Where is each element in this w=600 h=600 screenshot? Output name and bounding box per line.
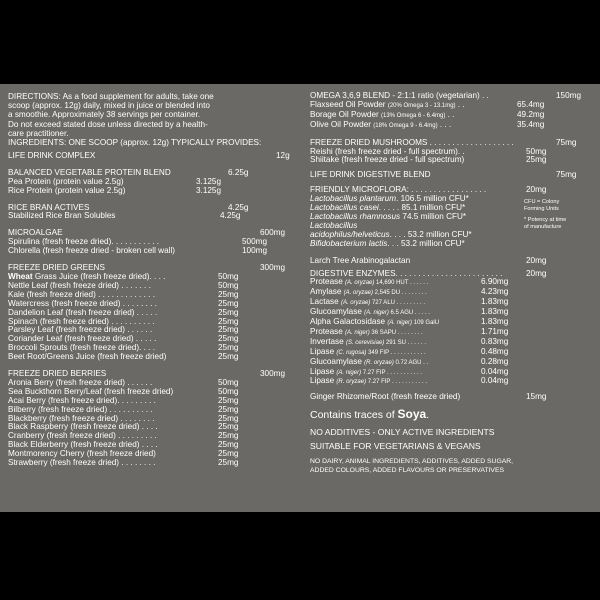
enzyme-source: (A. oryzae) (345, 280, 375, 287)
ingredient-row (310, 328, 594, 338)
omega-list (310, 101, 594, 131)
enzyme-source: (A. niger) (345, 329, 370, 336)
mushrooms-heading: FREEZE DRIED MUSHROOMS . . . . . . . . . . . . . . . . . . . 75mg (310, 137, 577, 147)
berries-heading: FREEZE DRIED BERRIES 300mg (8, 369, 286, 379)
enzyme-source: (S. cerevisiae) (345, 339, 385, 346)
enzyme-units: 727 ALU . . . . . . . . . (370, 300, 425, 307)
ingredient-row (8, 187, 302, 196)
ingredient-label: Parsley Leaf (fresh freeze dried) . . . . . . (8, 325, 153, 335)
ingredient-row (310, 318, 594, 328)
berries-list (8, 379, 302, 468)
ingredient-label: Lipase (310, 376, 337, 386)
ingredient-label: Watercress (fresh freeze dried) . . . . . . . . (8, 298, 157, 308)
microflora-block (310, 195, 594, 248)
ingredient-dots: . . (445, 109, 455, 119)
label-panel (0, 84, 600, 512)
ingredient-label: Glucoamylase (310, 307, 365, 317)
ingredient-label: Lipase (310, 346, 337, 356)
enzyme-units: 291 SU . . . . . . (384, 339, 426, 346)
ingredient-amount: 0.28mg (481, 356, 509, 366)
ingredient-label: Spirulina (fresh freeze dried). . . . . . . . . . . (8, 237, 160, 247)
soya-statement: Contains traces of Soya. (310, 407, 430, 422)
ingredient-label: Borage Oil Powder (310, 109, 381, 119)
ingredient-amount: 25mg (218, 325, 239, 335)
ingredient-amount: 25mg (218, 395, 239, 405)
ingredient-row (310, 240, 594, 249)
ingredient-row (8, 247, 302, 256)
ingredient-amount: 3.125g (196, 176, 222, 186)
ingredient-row (310, 358, 594, 368)
potency-note: * Potency at time of manufacture (524, 217, 567, 230)
ingredient-amount: 35.4mg (517, 119, 545, 129)
digestive-blend-heading: LIFE DRINK DIGESTIVE BLEND 75mg (310, 170, 577, 180)
ingredient-amount: 25mg (218, 458, 239, 468)
microflora-count: . . . . 53.2 million CFU* (389, 229, 472, 239)
ingredient-amount: 50mg (526, 146, 547, 156)
microflora-count: . . . . . 85.1 million CFU* (378, 203, 466, 213)
ingredient-row (8, 212, 302, 221)
row-label: LIFE DRINK COMPLEX (8, 150, 96, 160)
ingredient-amount: 49.2mg (517, 109, 545, 119)
ingredient-amount: 25mg (526, 155, 547, 165)
ingredient-row (310, 278, 594, 288)
ingredient-amount: 25mg (218, 431, 239, 441)
ingredient-amount: 1.71mg (481, 326, 509, 336)
no-additives-text: NO ADDITIVES - ONLY ACTIVE INGREDIENTS (310, 427, 495, 438)
ingredient-label: Spinach (fresh freeze dried) . . . . . . . . . . (8, 316, 155, 326)
ingredient-label: Bifidobacterium lactis (310, 238, 388, 248)
protein-heading: BALANCED VEGETABLE PROTEIN BLEND 6.25g (8, 167, 249, 177)
enzyme-units: 349 FIP . . . . . . . . . . . (366, 349, 426, 356)
microflora-count: . 106.5 million CFU* (396, 194, 469, 204)
ingredient-label: Strawberry (fresh freeze dried) . . . . . . . . (8, 458, 156, 468)
enzyme-units: 14,690 HUT . . . . . . (374, 280, 429, 287)
enzyme-source: (R. oryzae) (364, 359, 394, 366)
ingredient-amount: 4.25g (220, 211, 241, 221)
ingredient-amount: 25mg (218, 404, 239, 414)
ingredient-amount: 1.83mg (481, 317, 509, 327)
ingredient-label: Black Elderberry (fresh freeze dried) . . . . (8, 440, 158, 450)
ingredient-amount: 6.90mg (481, 277, 509, 287)
ingredient-label: Sea Buckthorn Berry/Leaf (fresh freeze dried) (8, 386, 174, 396)
ingredient-amount: 50mg (218, 377, 239, 387)
enzyme-source: (A. oryzae) (340, 300, 371, 307)
enzyme-source: (A. niger) (364, 310, 389, 317)
enzyme-units: 7.27 FIP . . . . . . . . . . . (361, 369, 423, 376)
cfu-note: CFU = Colony Forming Units (524, 199, 560, 212)
ingredient-amount: 4.23mg (481, 287, 509, 297)
ingredient-amount: 25mg (218, 334, 239, 344)
ingredient-label: Beet Root/Greens Juice (fresh freeze dried) (8, 352, 167, 362)
ingredient-amount: 25mg (218, 343, 239, 353)
ingredient-label: Acai Berry (fresh freeze dried). . . . . . . . . (8, 395, 156, 405)
ingredient-label: Montmorency Cherry (fresh freeze dried) (8, 449, 156, 459)
enzyme-units: 2,545 DU . . . . . . . . (373, 290, 427, 297)
enzyme-source: (R. oryzae) (336, 379, 367, 386)
ingredient-label: Stabilized Rice Bran Solubles (8, 211, 116, 221)
ingredient-label: Lactobacillus plantarum (310, 194, 397, 204)
ingredient-label: acidophilus/helveticus (310, 229, 390, 239)
ingredient-bold: Wheat (8, 271, 33, 281)
ingredient-detail: (13% Omega 6 - 6.4mg) (381, 112, 446, 119)
ingredient-label: Olive Oil Powder (310, 119, 374, 129)
ingredient-label: Dandelion Leaf (fresh freeze dried) . . . . . (8, 307, 158, 317)
enzyme-list (310, 278, 594, 387)
enzyme-units: 36 SAPU . . . . . . . . (369, 329, 423, 336)
ingredient-amount: 25mg (218, 352, 239, 362)
ricebran-heading: RICE BRAN ACTIVES 4.25g (8, 202, 249, 212)
ingredient-amount: 25mg (218, 307, 239, 317)
ingredient-amount: 1.83mg (481, 297, 509, 307)
ingredient-label: Lactobacillus casei (310, 203, 379, 213)
ingredient-amount: 0.04mg (481, 366, 509, 376)
ingredient-label: Kale (fresh freeze dried) . . . . . . . . . . . . . (8, 289, 155, 299)
ingredient-label: Broccoli Sprouts (fresh freeze dried). . . . (8, 343, 155, 353)
enzyme-units: 109 GalU (412, 320, 440, 327)
ingredient-amount: 500mg (242, 237, 268, 247)
ginger-row: Ginger Rhizome/Root (fresh freeze dried) 15mg (310, 392, 547, 402)
ingredient-amount: 100mg (242, 246, 268, 256)
ingredient-label: Pea Protein (protein value 2.5g) (8, 176, 124, 186)
ingredient-label: Protease (310, 326, 346, 336)
ingredient-amount: 50mg (218, 271, 239, 281)
larch-row: Larch Tree Arabinogalactan 20mg (310, 255, 547, 265)
ingredient-label: Reishi (fresh freeze dried - full spectrum). . (310, 146, 465, 156)
ingredient-label: Coriander Leaf (fresh freeze dried) . . . . . (8, 334, 157, 344)
ingredient-amount: 3.125g (196, 185, 222, 195)
ingredient-dots: . . (455, 99, 465, 109)
ingredient-label: Black Raspberry (fresh freeze dried) . . . . (8, 422, 158, 432)
ingredient-label: Grass Juice (fresh freeze dried). . . . (32, 271, 166, 281)
ingredient-label: Invertase (310, 336, 346, 346)
greens-list (8, 273, 302, 362)
ingredient-label: Rice Protein (protein value 2.5g) (8, 185, 126, 195)
ingredient-row (8, 459, 302, 468)
ingredient-amount: 25mg (218, 440, 239, 450)
ingredient-amount: 25mg (218, 316, 239, 326)
ingredient-label: Blackberry (fresh freeze dried) . . . . . . . . (8, 413, 155, 423)
ingredient-amount: 0.83mg (481, 336, 509, 346)
no-dairy-text: NO DAIRY, ANIMAL INGREDIENTS, ADDITIVES, ADDED SUGAR, ADDED COLOURS, ADDED FLAVOURS OR PRESERVATIVES (310, 458, 514, 475)
right-column (310, 92, 594, 475)
ingredient-label: Nettle Leaf (fresh freeze dried) . . . . . . . (8, 280, 151, 290)
ingredient-amount: 0.04mg (481, 376, 509, 386)
ingredient-amount: 50mg (218, 280, 239, 290)
ingredient-detail: (18% Omega 9 - 6.4mg) (373, 122, 438, 129)
ingredient-label: Protease (310, 277, 346, 287)
ingredient-label: Glucoamylase (310, 356, 365, 366)
ingredient-label: Bilberry (fresh freeze dried) . . . . . . . . . . (8, 404, 153, 414)
microflora-count: . . . 53.2 million CFU* (387, 238, 465, 248)
ingredient-label: Alpha Galactosidase (310, 317, 388, 327)
enzymes-heading: DIGESTIVE ENZYMES. . . . . . . . . . . . . . . . . . . . . . . . 20mg (310, 268, 547, 278)
ingredient-label: Shiitake (fresh freeze dried - full spectrum) (310, 155, 465, 165)
omega-heading: OMEGA 3,6,9 BLEND - 2:1:1 ratio (vegetarian) . . 150mg (310, 91, 582, 100)
suitable-text: SUITABLE FOR VEGETARIANS & VEGANS (310, 440, 481, 451)
ingredient-amount: 1.83mg (481, 307, 509, 317)
enzyme-units: 7.27 FIP . . . . . . . . . . . (366, 379, 427, 386)
ingredient-label: Flaxseed Oil Powder (310, 99, 388, 109)
ingredient-row (310, 121, 594, 131)
ingredient-row (310, 156, 594, 165)
directions-text: DIRECTIONS: As a food supplement for adults, take one scoop (approx. 12g) daily, mixed in juice or blended into a smoothie. Approximately 38 servings per container. Do not exceed stated dose unless directed by a health- care practitioner. (8, 92, 214, 138)
ingredient-label: Lactobacillus rhamnosus (310, 211, 401, 221)
row-amount: 12g (276, 150, 290, 160)
enzyme-source: (A. oryzae) (343, 290, 374, 297)
ingredient-amount: 25mg (218, 413, 239, 423)
microflora-count: 74.5 million CFU* (400, 211, 467, 221)
protein-list (8, 178, 302, 196)
enzyme-units: 6.5 AGU . . . . . (388, 310, 430, 317)
mushroom-list (310, 148, 594, 166)
ingredient-row (310, 368, 594, 378)
ingredient-amount: 50mg (218, 386, 239, 396)
ingredient-row (310, 377, 594, 387)
ingredient-label: Lactase (310, 297, 341, 307)
life-drink-complex-row (8, 152, 302, 161)
ingredient-detail: (20% Omega 3 - 13.1mg) (387, 102, 456, 109)
ingredient-amount: 25mg (218, 289, 239, 299)
left-column (8, 92, 302, 468)
ingredient-label: Cranberry (fresh freeze dried) . . . . . . . . . (8, 431, 157, 441)
ingredient-row (310, 338, 594, 348)
ricebran-list (8, 212, 302, 221)
enzyme-units: 0.72 AGU . . (393, 359, 429, 366)
ingredient-amount: 25mg (218, 422, 239, 432)
enzyme-source: (C. rugosa) (336, 349, 367, 356)
ingredient-amount: 25mg (218, 449, 239, 459)
microalgae-heading: MICROALGAE 600mg (8, 228, 286, 238)
ingredient-label: Lactobacillus (310, 220, 358, 230)
microflora-heading: FRIENDLY MICROFLORA: . . . . . . . . . . . . . . . . . 20mg (310, 185, 547, 195)
ingredient-row (8, 353, 302, 362)
ingredient-amount: 25mg (218, 298, 239, 308)
ingredient-row (310, 288, 594, 298)
microalgae-list (8, 238, 302, 256)
ingredient-label: Amylase (310, 287, 344, 297)
ingredient-label: Lipase (310, 366, 337, 376)
ingredient-dots: . . . (437, 119, 452, 129)
ingredient-label: Chlorella (fresh freeze dried - broken cell wall) (8, 246, 176, 256)
ingredient-label: Aronia Berry (fresh freeze dried) . . . . . . (8, 377, 153, 387)
enzyme-source: (A. niger) (387, 320, 413, 327)
greens-heading: FREEZE DRIED GREENS 300mg (8, 263, 286, 273)
ingredient-amount: 0.48mg (481, 346, 509, 356)
ingredients-heading: INGREDIENTS: ONE SCOOP (approx. 12g) TYPICALLY PROVIDES: (8, 138, 262, 148)
ingredient-amount: 65.4mg (517, 99, 545, 109)
enzyme-source: (A. niger) (336, 369, 362, 376)
